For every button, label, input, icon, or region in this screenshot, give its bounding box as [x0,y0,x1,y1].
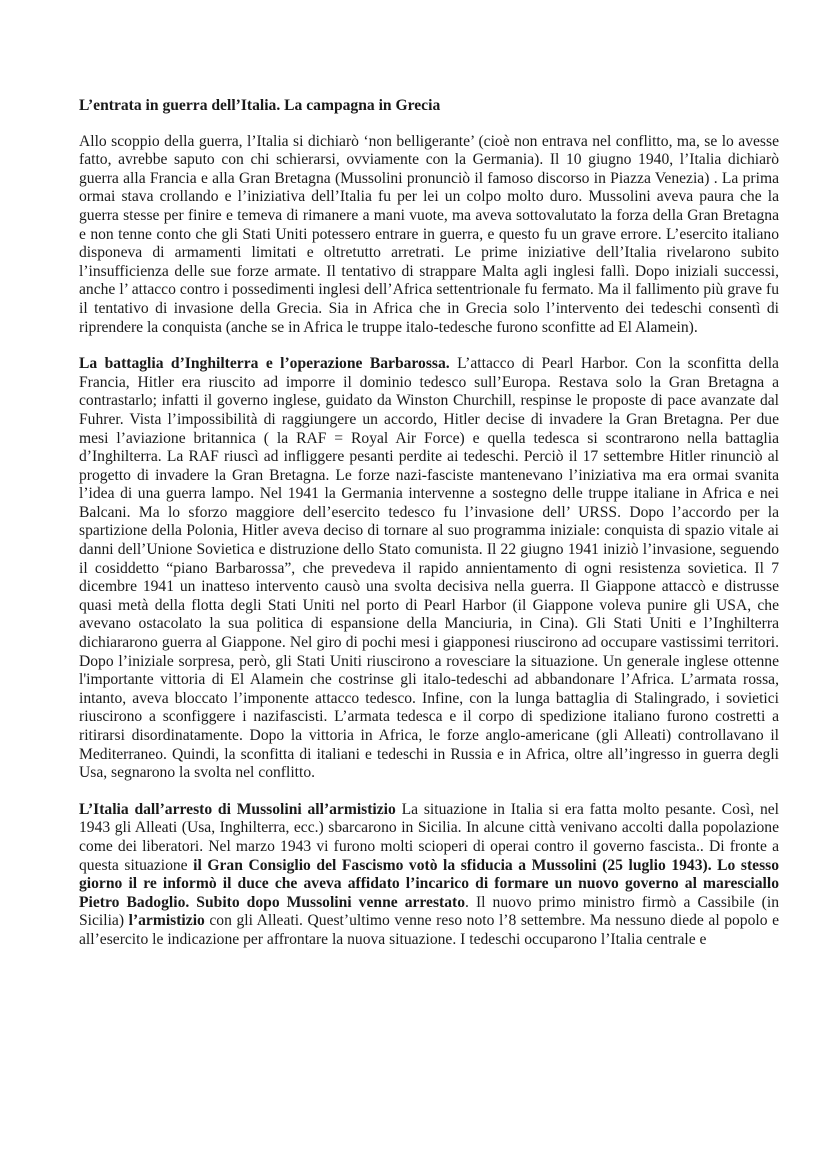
paragraph-armistice-bold-b: il Gran Consiglio del Fascismo votò la sfiducia a Mussolini (25 luglio 1943). Lo stesso giorno il re informò il duce che aveva affidato l’incarico di formare un nuovo governo al maresciallo Pietro Badoglio. Subito dopo Mussolini venne arrestato [79,856,780,911]
paragraph-armistice-bold-d: l’armistizio [128,912,205,930]
paragraph-armistice-text-a: La situazione in Italia si era fatta molto pesante. Così, nel 1943 gli Alleati (Usa, Inghilterra, ecc.) sbarcarono in Sicilia. In alcune città venivano accolti dalla popolazione come dei liberatori. Nel marzo 1943 vi furono molti scioperi di operai contro il governo fascista.. Di fronte a questa situazione [79,800,779,874]
paragraph-italy-entry-text: Allo scoppio della guerra, l’Italia si dichiarò ‘non belligerante’ (cioè non entrava nel conflitto, ma, se lo avesse fatto, avrebbe saputo con chi schierarsi, ovviamente con la Germania). Il 10 giugno 1940, l’Italia dichiarò guerra alla Francia e alla Gran Bretagna (Mussolini pronunciò il famoso discorso in Piazza Venezia) . La prima ormai stava crollando e l’iniziativa dell’Italia fu per lei un colpo molto duro. Mussolini aveva paura che la guerra stesse per finire e temeva di rimanere a mani vuote, ma aveva sottovalutato la forza della Gran Bretagna e non tenne conto che gli Stati Uniti potessero entrare in guerra, e questo fu un grave errore. L’esercito italiano disponeva di armamenti limitati e oltretutto arretrati. Le prime iniziative dell’Italia rivelarono subito l’insufficienza delle sue forze armate. Il tentativo di strappare Malta agli inglesi fallì. Dopo iniziali successi, anche l’ attacco contro i possedimenti inglesi dell’Africa settentrionale fu fermato. Ma il fallimento più grave fu il tentativo di invasione della Grecia. Sia in Africa che in Grecia solo l’intervento dei tedeschi consentì di riprendere la conquista (anche se in Africa le truppe italo-tedesche furono sconfitte ad El Alamein). [79,132,779,336]
paragraph-armistice [79,801,779,950]
section-heading-armistice: L’Italia dall’arresto di Mussolini all’armistizio [79,800,396,818]
section-heading-battle-of-britain: La battaglia d’Inghilterra e l’operazione Barbarossa. [79,355,450,373]
page-title: L’entrata in guerra dell’Italia. La campagna in Grecia [79,97,441,114]
paragraph-armistice-text-e: con gli Alleati. Quest’ultimo venne reso noto l’8 settembre. Ma nessuno diede al popolo e all’esercito le indicazione per affrontare la nuova situazione. I tedeschi occuparono l’Italia centrale e [79,912,779,948]
paragraph-armistice-text-c: . Il nuovo primo ministro firmò a Cassibile (in Sicilia) [79,893,779,930]
paragraph-italy-entry [79,133,779,338]
paragraph-battle-of-britain-text: L’attacco di Pearl Harbor. Con la sconfitta della Francia, Hitler era riuscito ad imporre il dominio tedesco sull’Europa. Restava solo la Gran Bretagna a contrastarlo; infatti il governo inglese, guidato da Winston Churchill, respinse le proposte di pace avanzate dal Fuhrer. Vista l’impossibilità di raggiungere un accordo, Hitler decise di invadere la Gran Bretagna. Per due mesi l’aviazione britannica ( la RAF = Royal Air Force) e quella tedesca si scontrarono nella battaglia d’Inghilterra. La RAF riuscì ad infliggere pesanti perdite ai tedeschi. Perciò il 17 settembre Hitler rinunciò al progetto di invadere la Gran Bretagna. Le forze nazi-fasciste mantenevano l’iniziativa ma era ormai svanita l’idea di una guerra lampo. Nel 1941 la Germania intervenne a sostegno delle truppe italiane in Africa e nei Balcani. Ma lo sforzo maggiore dell’esercito tedesco fu l’invasione dell’ URSS. Dopo l’accordo per la spartizione della Polonia, Hitler aveva deciso di tornare al suo programma iniziale: conquista di spazio vitale ai danni dell’Unione Sovietica e distruzione dello Stato comunista. Il 22 giugno 1941 iniziò l’invasione, seguendo il cosiddetto “piano Barbarossa”, che prevedeva il rapido annientamento di ogni resistenza sovietica. Il 7 dicembre 1941 un inatteso intervento causò una svolta decisiva nella guerra. Il Giappone attaccò e distrusse quasi metà della flotta degli Stati Uniti nel porto di Pearl Harbor (il Giappone voleva punire gli USA, che avevano ostacolato la sua politica di espansione della Manciuria, in Cina). Gli Stati Uniti e l’Inghilterra dichiararono guerra al Giappone. Nel giro di pochi mesi i giapponesi riuscirono ad occupare vastissimi territori. Dopo l’iniziale sorpresa, però, gli Stati Uniti riuscirono a rovesciare la situazione. Un generale inglese ottenne l'importante vittoria di El Alamein che costrinse gli italo-tedeschi ad abbandonare l’Africa. L’armata rossa, intanto, aveva bloccato l’imponente attacco tedesco. Infine, con la lunga battaglia di Stalingrado, i sovietici riuscirono a sconfiggere i nazifascisti. L’armata tedesca e il corpo di spedizione italiano furono costretti a ritirarsi disordinatamente. Dopo la vittoria in Africa, le forze anglo-americane (gli Alleati) controllavano il Mediterraneo. Quindi, la sconfitta di italiani e tedeschi in Russia e in Africa, oltre all’ingresso in guerra degli Usa, segnarono la svolta nel conflitto. [79,355,779,782]
paragraph-battle-of-britain [79,355,779,783]
